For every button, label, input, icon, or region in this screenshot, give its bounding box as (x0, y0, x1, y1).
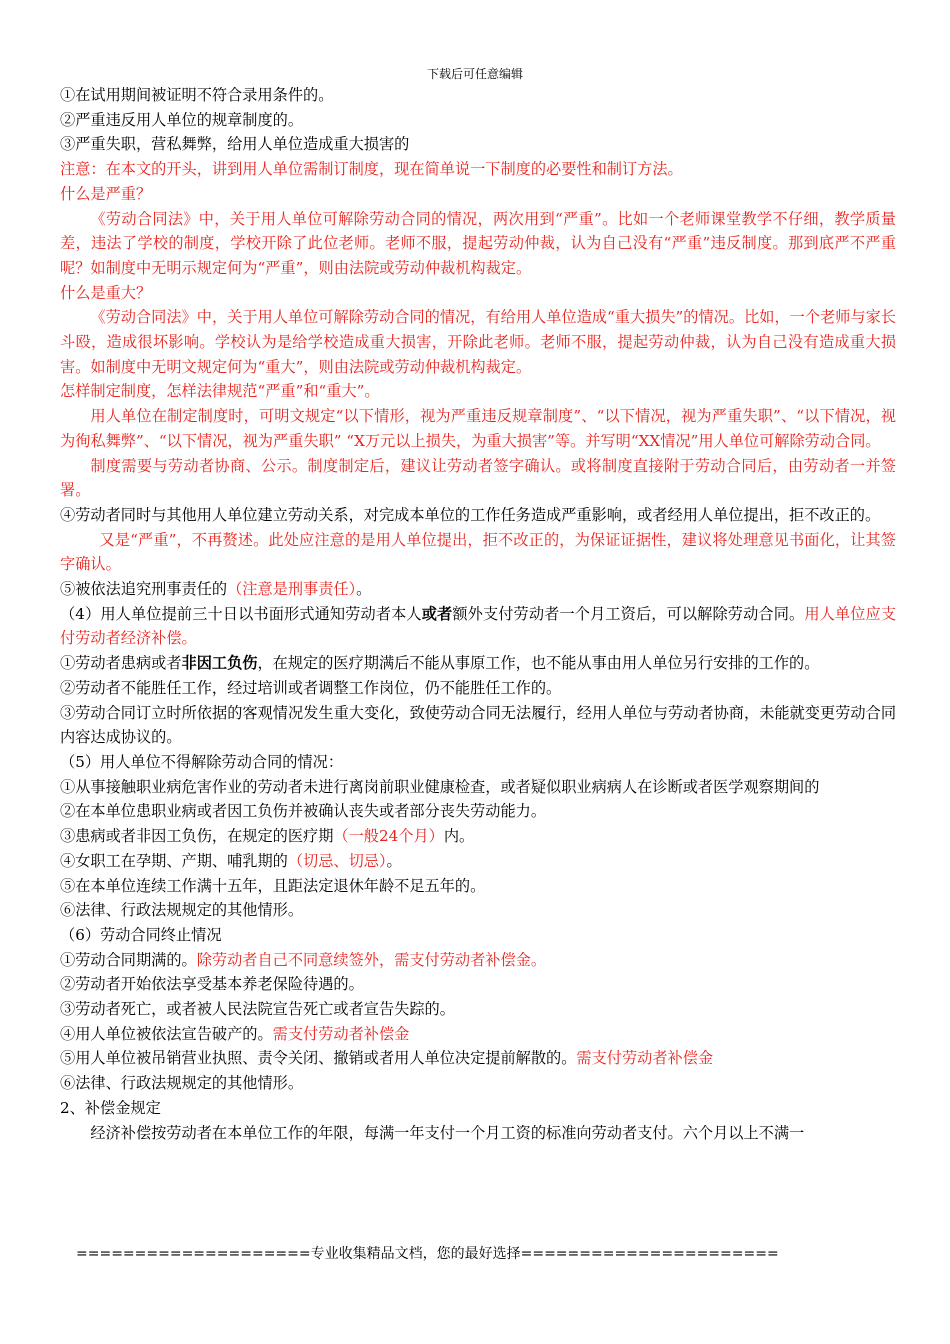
red-note: 除劳动者自己不同意续签外，需支付劳动者补偿金。 (196, 950, 546, 969)
paragraph: （5）用人单位不得解除劳动合同的情况： (60, 752, 344, 771)
text-span: ⑤用人单位被吊销营业执照、责令关闭、撤销或者用人单位决定提前解散的。 (60, 1049, 577, 1068)
paragraph: 又是“严重”，不再赘述。此处应注意的是用人单位提出，拒不改正的，为保证证据性，建议将处理意见书面化，让其签字确认。 (60, 530, 896, 574)
paragraph: ②在本单位患职业病或者因工负伤并被确认丧失或者部分丧失劳动能力。 (60, 802, 546, 821)
section-heading: 什么是严重？ (60, 184, 152, 203)
paragraph (60, 651, 896, 676)
paragraph: ④劳动者同时与其他用人单位建立劳动关系，对完成本单位的工作任务造成严重影响，或者经用人单位提出，拒不改正的。 (60, 505, 881, 524)
page-header: 下载后可任意编辑 (426, 67, 523, 81)
section-heading: 什么是重大？ (60, 283, 152, 302)
paragraph: ①在试用期间被证明不符合录用条件的。 (60, 86, 334, 104)
note-paragraph: 注意：在本文的开头，讲到用人单位需制订制度，现在简单说一下制度的必要性和制订方法。 (60, 160, 683, 179)
red-note: 用人单位应支付劳动者经济补偿。 (60, 604, 897, 648)
section-heading: 2、补偿金规定 (60, 1098, 161, 1117)
text-span: ③患病或者非因工负伤，在规定的医疗期 (60, 827, 334, 846)
red-note: （一般24个月） (333, 827, 444, 846)
paragraph: 《劳动合同法》中，关于用人单位可解除劳动合同的情况，有给用人单位造成“重大损失”的情况。比如，一个老师与家长斗殴，造成很坏影响。学校认为是给学校造成重大损害，开除此老师。老师不服，提起劳动仲裁，认为自己没有造成重大损害。如制度中无明文规定何为“重大”，则由法院或劳动仲裁机构裁定。 (60, 308, 896, 376)
paragraph (60, 1022, 896, 1047)
paragraph: ②劳动者开始依法享受基本养老保险待遇的。 (60, 975, 364, 994)
paragraph (60, 577, 896, 602)
red-note: 需支付劳动者补偿金 (272, 1024, 410, 1043)
paragraph: 《劳动合同法》中，关于用人单位可解除劳动合同的情况，两次用到“严重”。比如一个老师课堂教学不仔细，教学质量差，违法了学校的制度，学校开除了此位老师。老师不服，提起劳动仲裁，认为自己没有“严重”违反制度。那到底严不严重呢？如制度中无明示规定何为“严重”，则由法院或劳动仲裁机构裁定。 (60, 209, 896, 277)
paragraph (60, 849, 896, 874)
paragraph: ①从事接触职业病危害作业的劳动者未进行离岗前职业健康检查，或者疑似职业病病人在诊断或者医学观察期间的 (60, 777, 820, 796)
paragraph: ③劳动合同订立时所依据的客观情况发生重大变化，致使劳动合同无法履行，经用人单位与劳动者协商，未能就变更劳动合同内容达成协议的。 (60, 703, 896, 747)
text-span: ①劳动者患病或者 (60, 654, 182, 673)
text-span: 。 (356, 580, 372, 599)
paragraph: ②严重违反用人单位的规章制度的。 (60, 110, 303, 129)
red-note: （注意是刑事责任） (227, 580, 357, 599)
red-note: 需支付劳动者补偿金 (576, 1049, 714, 1068)
paragraph (60, 1046, 896, 1071)
document-body (60, 83, 896, 1145)
paragraph: ③劳动者死亡，或者被人民法院宣告死亡或者宣告失踪的。 (60, 1000, 455, 1019)
text-span: 额外支付劳动者一个月工资后，可以解除劳动合同。 (452, 604, 805, 623)
bold-text: 或者 (421, 604, 453, 623)
paragraph (60, 602, 896, 651)
section-heading: 怎样制定制度，怎样法律规范“严重”和“重大”。 (60, 382, 380, 401)
text-span: 。 (386, 851, 402, 870)
text-span: 内。 (443, 827, 475, 846)
text-span: ⑤被依法追究刑事责任的 (60, 580, 228, 599)
text-span: ④用人单位被依法宣告破产的。 (60, 1024, 273, 1043)
paragraph: 经济补偿按劳动者在本单位工作的年限，每满一年支付一个月工资的标准向劳动者支付。六个月以上不满一 (90, 1123, 805, 1142)
text-span: ①劳动合同期满的。 (60, 950, 197, 969)
paragraph: （6）劳动合同终止情况 (60, 925, 222, 944)
red-note: （切忌、切忌） (287, 851, 387, 870)
paragraph: 制度需要与劳动者协商、公示。制度制定后，建议让劳动者签字确认。或将制度直接附于劳动合同后，由劳动者一并签署。 (60, 456, 896, 500)
paragraph: ⑤在本单位连续工作满十五年，且距法定退休年龄不足五年的。 (60, 876, 486, 895)
paragraph: 用人单位在制定制度时，可明文规定“以下情形，视为严重违反规章制度”、“以下情况，视为严重失职”、“以下情况，视为徇私舞弊”、“以下情况，视为严重失职” “X万元以上损失，为重大损害”等。并写明“XX情况”用人单位可解除劳动合同。 (60, 407, 896, 450)
paragraph: ③严重失职，营私舞弊，给用人单位造成重大损害的 (60, 135, 410, 154)
paragraph: ⑥法律、行政法规规定的其他情形。 (60, 1074, 303, 1093)
text-span: （4）用人单位提前三十日以书面形式通知劳动者本人 (60, 604, 422, 623)
paragraph: ②劳动者不能胜任工作，经过培训或者调整工作岗位，仍不能胜任工作的。 (60, 678, 562, 697)
text-span: ④女职工在孕期、产期、哺乳期的 (60, 851, 288, 870)
paragraph: ⑥法律、行政法规规定的其他情形。 (60, 901, 303, 920)
paragraph (60, 824, 896, 849)
bold-text: 非因工负伤 (181, 654, 258, 673)
text-span: ，在规定的医疗期满后不能从事原工作，也不能从事由用人单位另行安排的工作的。 (257, 654, 820, 673)
paragraph (60, 948, 896, 973)
page-footer: ====================专业收集精品文档，您的最好选择====================== (76, 1246, 779, 1262)
